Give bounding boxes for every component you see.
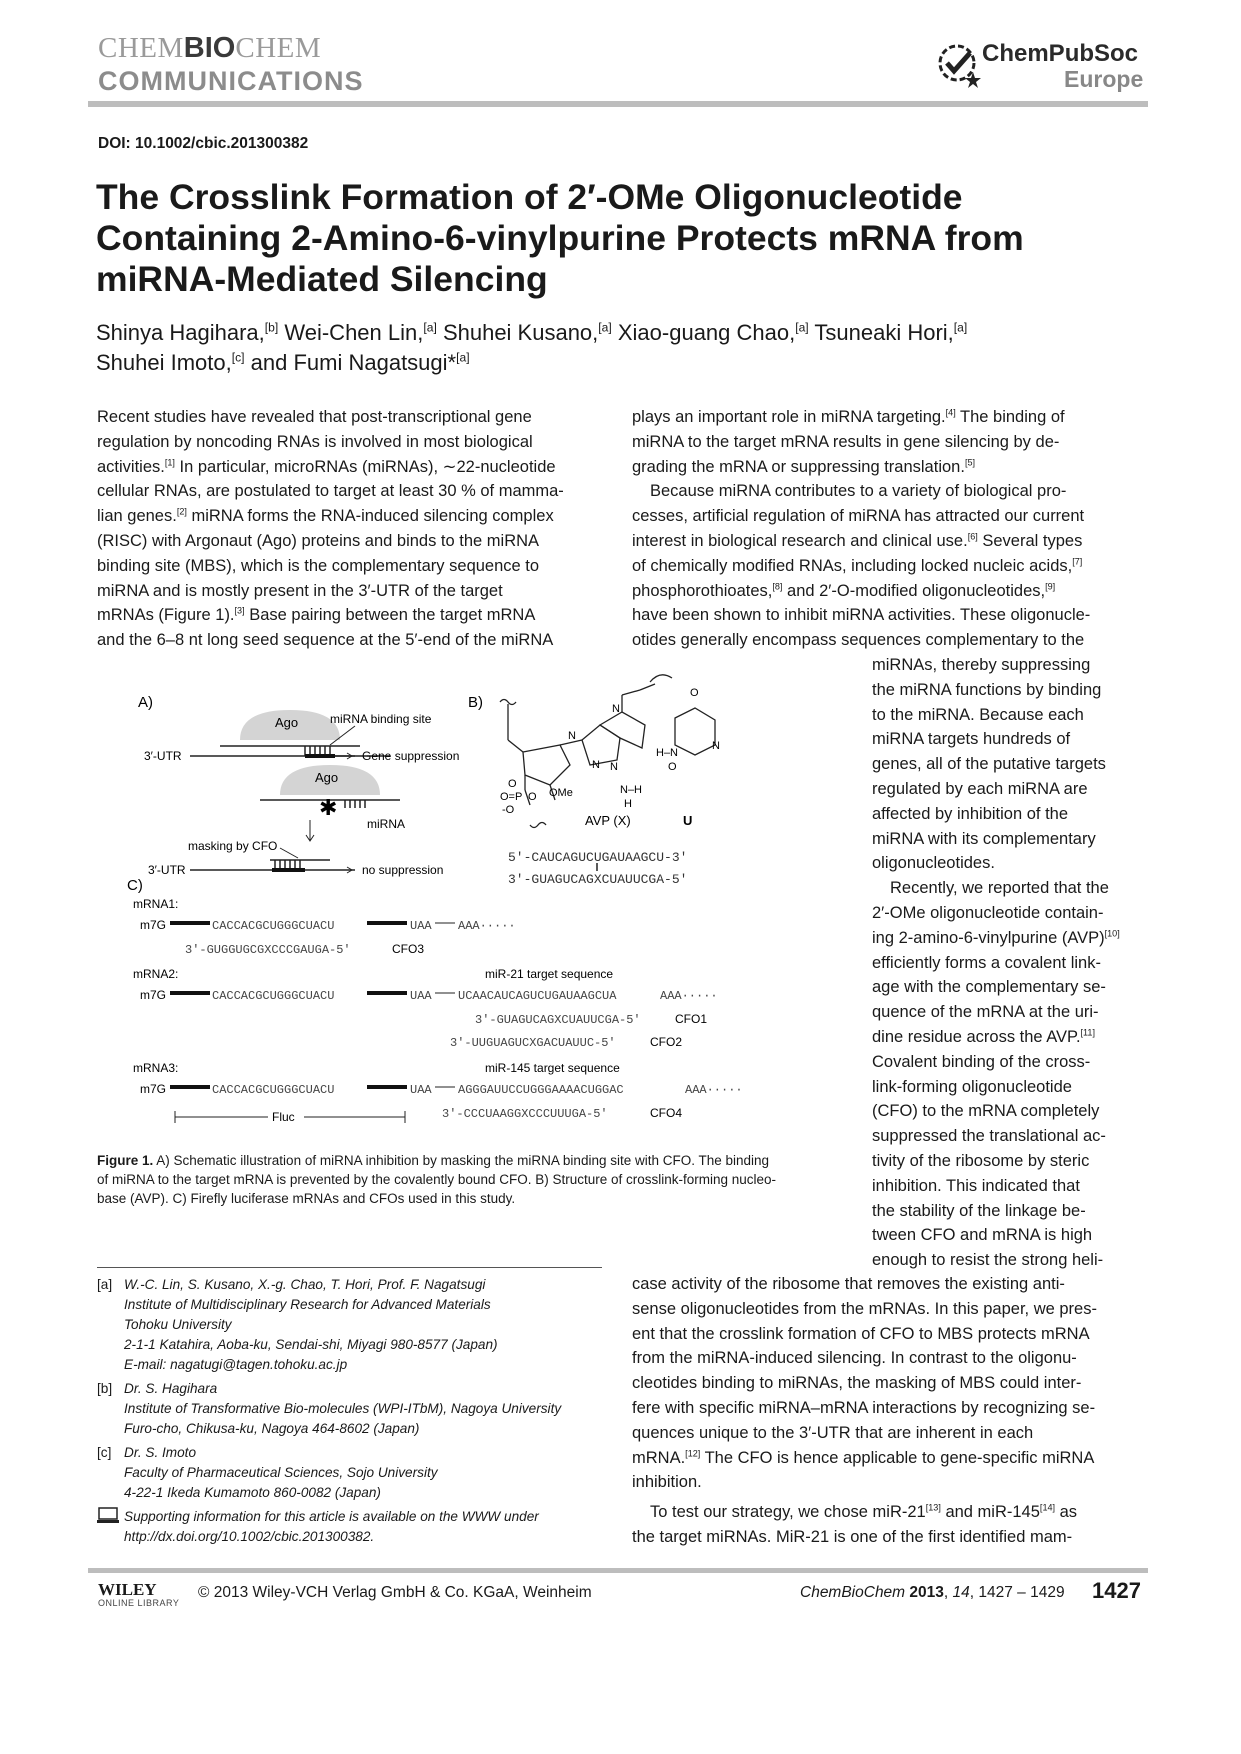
mrna3-label: mRNA3: — [133, 1061, 179, 1075]
svg-text:Ago: Ago — [315, 770, 339, 785]
svg-text:m7G: m7G — [140, 988, 167, 1002]
svg-text:UAA: UAA — [410, 1083, 432, 1097]
svg-text:CFO3: CFO3 — [392, 942, 425, 956]
affiliations: [a] W.-C. Lin, S. Kusano, X.-g. Chao, T. Hori, Prof. F. Nagatsugi Institute of Multidisciplinary Research for Advanced Materials Tohoku University 2-1-1 Katahira, Aoba-ku, Sendai-shi, Miyagi 980-8577 (Japan) E-mail: nagatugi@tagen.tohoku.ac.jp [b] Dr. S. Hagihara Institute of Transformative Bio-molecules (WPI-ITbM), Nagoya University Furo-cho, Chikusa-ku, Nagoya 464-8602 (Japan) [c] Dr. S. Imoto Faculty of Pharmaceutical Sciences, Sojo University 4-22-1 Ikeda Kumamoto 860-0082 (Japan) Supporting information for this article is available on the WWW under http://dx.doi.org/10.1002/cbic.201300382. — [97, 1277, 562, 1544]
svg-text:O=P: O=P — [500, 791, 523, 803]
author: Shuhei Imoto, — [96, 350, 232, 375]
svg-text:UAA: UAA — [410, 919, 432, 933]
svg-text:H: H — [624, 798, 632, 810]
svg-text:O: O — [690, 687, 699, 699]
svg-text:3′-GUAGUCAGXCUAUUCGA-5′: 3′-GUAGUCAGXCUAUUCGA-5′ — [508, 872, 688, 887]
svg-text:3′-CCCUAAGGXCCCUUUGA-5′: 3′-CCCUAAGGXCCCUUUGA-5′ — [442, 1107, 608, 1121]
author-list: Shinya Hagihara,[b] Wei-Chen Lin,[a] Shuhei Kusano,[a] Xiao-guang Chao,[a] Tsuneaki Hori,[a] Shuhei Imoto,[c] and Fumi Nagatsugi*[a] — [96, 320, 968, 375]
svg-text:CFO1: CFO1 — [675, 1012, 708, 1026]
figure-caption: Figure 1. A) Schematic illustration of miRNA inhibition by masking the miRNA binding site with CFO. The binding of miRNA to the target mRNA is prevented by the covalently bound CFO. B) Structure of crosslink-forming nucleo- base (AVP). C) Firefly luciferase mRNAs and CFOs used in this study. — [97, 1153, 777, 1206]
no-suppression-label: no suppression — [362, 863, 444, 877]
svg-text:CACCACGCUGGGCUACU: CACCACGCUGGGCUACU — [212, 1083, 335, 1097]
svg-text:-O: -O — [502, 804, 515, 816]
avp-structure — [500, 675, 715, 828]
avp-label: AVP (X) — [585, 813, 631, 828]
svg-text:miR-145 target sequence: miR-145 target sequence — [485, 1061, 620, 1075]
chempubsoc-logo-icon — [935, 38, 983, 88]
mrna1-label: mRNA1: — [133, 897, 179, 911]
svg-text:N: N — [610, 761, 618, 773]
journal-name: CHEMBIOCHEM — [98, 32, 322, 64]
mrna2-label: mRNA2: — [133, 967, 179, 981]
svg-text:N: N — [712, 740, 720, 752]
article-title: The Crosslink Formation of 2′-OMe Oligonucleotide Containing 2-Amino-6-vinylpurine Protects mRNA from miRNA-Mediated Silencing — [96, 177, 1024, 299]
fluc-label: Fluc — [272, 1110, 295, 1124]
author: Wei-Chen Lin, — [284, 320, 424, 345]
page-number: 1427 — [1092, 1578, 1141, 1603]
svg-text:AGGGAUUCCUGGGAAAACUGGAC: AGGGAUUCCUGGGAAAACUGGAC — [458, 1083, 624, 1097]
svg-text:UCAACAUCAGUCUGAUAAGCUA: UCAACAUCAGUCUGAUAAGCUA — [458, 989, 617, 1003]
svg-text:H–N: H–N — [656, 747, 679, 759]
author: and Fumi Nagatsugi* — [250, 350, 457, 375]
body-right-column-narrow: miRNAs, thereby suppressing the miRNA functions by binding to the miRNA. Because each miRNA targets hundreds of genes, all of the putative targets regulated by each miRNA are affected by inhibition of the miRNA with its complementary oligonucleotides. Recently, we reported that the 2′-OMe oligonucleotide contain- ing 2-amino-6-vinylpurine (AVP)[10] efficiently forms a covalent link- age with the complementary se- quence of the mRNA at the uri- dine residue across the AVP.[11] Covalent binding of the cross- link-forming oligonucleotide (CFO) to the mRNA completely suppressed the translational ac- tivity of the ribosome by steric inhibition. This indicated that the stability of the linkage be- tween CFO and mRNA is high enough to resist the strong heli- — [872, 656, 1120, 1270]
svg-text:CACCACGCUGGGCUACU: CACCACGCUGGGCUACU — [212, 989, 335, 1003]
svg-text:N: N — [592, 759, 600, 771]
author: Xiao-guang Chao, — [617, 320, 796, 345]
svg-text:N: N — [568, 730, 576, 742]
body-right-column-bottom: case activity of the ribosome that removes the existing anti- sense oligonucleotides from the mRNAs. In this paper, we pres- ent that the crosslink formation of CFO to MBS protects mRNA from the miRNA-induced silencing. In contrast to the oligonu- cleotides binding to miRNAs, the masking of MBS could inter- fere with specific miRNA–mRNA interactions by recognizing se- quences unique to the 3′-UTR that are inherent in each mRNA.[12] The CFO is hence applicable to gene-specific miRNA inhibition. To test our strategy, we chose miR-21[13] and miR-145[14] as the target miRNAs. MiR-21 is one of the first identified mam- — [632, 1275, 1097, 1546]
block-icon: ✱ — [319, 795, 338, 820]
svg-text:OMe: OMe — [549, 787, 573, 799]
ago-label: Ago — [275, 715, 299, 730]
doi: DOI: 10.1002/cbic.201300382 — [98, 135, 309, 152]
publisher-name: ChemPubSoc — [982, 40, 1139, 67]
author: Shinya Hagihara, — [96, 320, 265, 345]
svg-text:CFO2: CFO2 — [650, 1035, 683, 1049]
svg-text:3′-GUGGUGCGXCCCGAUGA-5′: 3′-GUGGUGCGXCCCGAUGA-5′ — [185, 943, 351, 957]
author: Shuhei Kusano, — [442, 320, 599, 345]
journal-section: COMMUNICATIONS — [98, 66, 364, 96]
svg-text:O: O — [668, 761, 677, 773]
svg-text:AAA·····: AAA····· — [458, 919, 516, 933]
uracil-label: U — [683, 813, 693, 828]
svg-text:3′-UTR: 3′-UTR — [148, 863, 186, 877]
wiley-online-library: ONLINE LIBRARY — [98, 1598, 180, 1608]
footer-rule — [88, 1568, 1148, 1573]
panel-a-label: A) — [138, 694, 153, 711]
footnote-rule — [97, 1267, 602, 1268]
panel-c-label: C) — [127, 877, 143, 894]
mbs-label: miRNA binding site — [330, 712, 432, 726]
computer-icon — [97, 1507, 119, 1525]
svg-text:O: O — [528, 791, 537, 803]
panel-b-label: B) — [468, 694, 483, 711]
svg-text:O: O — [508, 778, 517, 790]
body-right-column-top: plays an important role in miRNA targeting.[4] The binding of miRNA to the target mRNA results in gene silencing by de- grading the mRNA or suppressing translation.[5] Because miRNA contributes to a variety of biological pro- cesses, artificial regulation of miRNA has attracted our current interest in biological research and clinical use.[6] Several types of chemically modified RNAs, including locked nucleic acids,[7] phosphorothioates,[8] and 2′-O-modified oligonucleotides,[9] have been shown to inhibit miRNA activities. These oligonucle- otides generally encompass sequences complementary to the — [632, 407, 1091, 650]
gene-suppression-label: Gene suppression — [362, 749, 460, 763]
svg-text:3′-GUAGUCAGXCUAUUCGA-5′: 3′-GUAGUCAGXCUAUUCGA-5′ — [475, 1013, 641, 1027]
figure-1 — [127, 687, 850, 1145]
publisher-sub: Europe — [1064, 66, 1144, 92]
masking-label: masking by CFO — [188, 839, 278, 853]
svg-text:N–H: N–H — [620, 784, 643, 796]
svg-text:5′-CAUCAGUCUGAUAAGCU-3′: 5′-CAUCAGUCUGAUAAGCU-3′ — [508, 850, 688, 865]
mirna-label: miRNA — [367, 817, 405, 831]
svg-text:m7G: m7G — [140, 918, 167, 932]
wiley-logo: WILEY — [98, 1580, 157, 1599]
svg-text:m7G: m7G — [140, 1082, 167, 1096]
svg-text:AAA·····: AAA····· — [685, 1083, 743, 1097]
svg-text:miR-21 target sequence: miR-21 target sequence — [485, 967, 614, 981]
svg-text:3′-UUGUAGUCXGACUAUUC-5′: 3′-UUGUAGUCXGACUAUUC-5′ — [450, 1036, 616, 1050]
svg-text:N: N — [612, 703, 620, 715]
svg-text:AAA·····: AAA····· — [660, 989, 718, 1003]
citation: ChemBioChem 2013, 14, 1427 – 1429 — [800, 1584, 1065, 1601]
utr-label: 3′-UTR — [144, 749, 182, 763]
copyright: © 2013 Wiley-VCH Verlag GmbH & Co. KGaA, Weinheim — [198, 1584, 592, 1601]
header-rule — [88, 101, 1148, 107]
svg-text:UAA: UAA — [410, 989, 432, 1003]
body-left-column: Recent studies have revealed that post-transcriptional gene regulation by noncoding RNAs is involved in most biological activities.[1] In particular, microRNAs (miRNAs), ∼22-nucleotide cellular RNAs, are postulated to target at least 30 % of mamma- lian genes.[2] miRNA forms the RNA-induced silencing complex (RISC) with Argonaut (Ago) proteins and binds to the miRNA binding site (MBS), which is the complementary sequence to miRNA and is mostly present in the 3′-UTR of the target mRNAs (Figure 1).[3] Base pairing between the target mRNA and the 6–8 nt long seed sequence at the 5′-end of the miRNA — [97, 408, 564, 650]
svg-text:CACCACGCUGGGCUACU: CACCACGCUGGGCUACU — [212, 919, 335, 933]
author: Tsuneaki Hori, — [814, 320, 954, 345]
svg-text:CFO4: CFO4 — [650, 1106, 683, 1120]
